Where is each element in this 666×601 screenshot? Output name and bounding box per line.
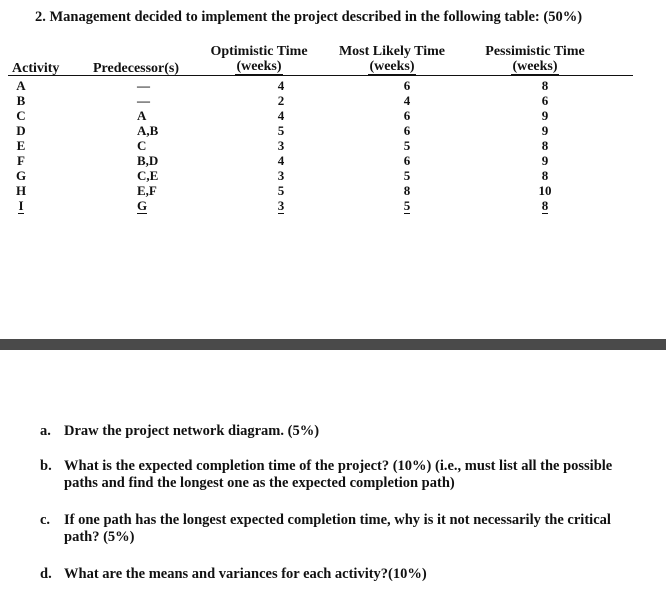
header-most-likely xyxy=(334,44,450,74)
cell-predecessor: E,F xyxy=(137,183,157,198)
header-most-likely-line1: Most Likely Time xyxy=(338,44,446,59)
cell-optimistic: 2 xyxy=(277,93,285,108)
cell-optimistic: 5 xyxy=(277,123,285,138)
part-label: c. xyxy=(40,512,51,528)
header-most-likely-line2: (weeks) xyxy=(369,59,415,74)
table-row xyxy=(0,78,666,93)
header-optimistic xyxy=(206,44,312,74)
table-row xyxy=(0,93,666,108)
cell-predecessor: A xyxy=(137,108,147,123)
cell-predecessor: B,D xyxy=(137,153,159,168)
header-pessimistic-line1: Pessimistic Time xyxy=(485,44,585,59)
cell-optimistic: 3 xyxy=(277,198,285,213)
table-row xyxy=(0,108,666,123)
cell-optimistic: 5 xyxy=(277,183,285,198)
cell-optimistic: 4 xyxy=(277,153,285,168)
cell-pessimistic: 9 xyxy=(541,108,549,123)
table-header-rule xyxy=(8,75,633,76)
table-row xyxy=(0,168,666,183)
header-activity: Activity xyxy=(12,61,60,76)
header-pessimistic-line2: (weeks) xyxy=(512,59,558,74)
cell-predecessor: — xyxy=(137,78,150,93)
part-label: a. xyxy=(40,423,51,439)
header-optimistic-line1: Optimistic Time xyxy=(210,44,308,59)
cell-activity: F xyxy=(17,153,25,168)
cell-activity: D xyxy=(16,123,26,138)
cell-most-likely: 6 xyxy=(403,108,411,123)
cell-predecessor: G xyxy=(137,198,148,213)
cell-optimistic: 4 xyxy=(277,108,285,123)
cell-activity: B xyxy=(16,93,26,108)
cell-pessimistic: 8 xyxy=(541,138,549,153)
section-divider xyxy=(0,339,666,350)
cell-most-likely: 6 xyxy=(403,123,411,138)
cell-pessimistic: 9 xyxy=(541,153,549,168)
header-pessimistic xyxy=(480,44,590,74)
part-text: If one path has the longest expected completion time, why is it not necessarily the critical path? (5%) xyxy=(64,512,611,545)
cell-most-likely: 4 xyxy=(403,93,411,108)
part-text: What is the expected completion time of the project? (10%) (i.e., must list all the possible paths and find the longest one as the expected completion path) xyxy=(64,458,613,491)
cell-pessimistic: 8 xyxy=(541,198,549,213)
cell-activity: H xyxy=(15,183,27,198)
cell-activity: I xyxy=(18,198,24,213)
table-row xyxy=(0,198,666,213)
cell-predecessor: C,E xyxy=(137,168,159,183)
cell-predecessor: — xyxy=(137,93,150,108)
part-text: What are the means and variances for each activity?(10%) xyxy=(64,566,427,582)
cell-activity: G xyxy=(15,168,27,183)
table-row xyxy=(0,183,666,198)
cell-most-likely: 8 xyxy=(403,183,411,198)
cell-activity: A xyxy=(16,78,26,93)
cell-optimistic: 3 xyxy=(277,138,285,153)
header-predecessor: Predecessor(s) xyxy=(93,61,180,76)
table-row xyxy=(0,123,666,138)
cell-most-likely: 5 xyxy=(403,198,411,213)
question-title: 2. Management decided to implement the project described in the following table: (50%) xyxy=(35,9,583,25)
cell-most-likely: 5 xyxy=(403,138,411,153)
part-text: Draw the project network diagram. (5%) xyxy=(64,423,320,439)
cell-activity: E xyxy=(16,138,26,153)
part-label: b. xyxy=(40,458,52,474)
cell-activity: C xyxy=(16,108,26,123)
cell-pessimistic: 9 xyxy=(541,123,549,138)
cell-pessimistic: 8 xyxy=(541,78,549,93)
cell-predecessor: C xyxy=(137,138,147,153)
cell-predecessor: A,B xyxy=(137,123,159,138)
cell-most-likely: 6 xyxy=(403,153,411,168)
table-row xyxy=(0,138,666,153)
cell-pessimistic: 10 xyxy=(538,183,552,198)
cell-most-likely: 5 xyxy=(403,168,411,183)
header-optimistic-line2: (weeks) xyxy=(236,59,282,74)
cell-most-likely: 6 xyxy=(403,78,411,93)
cell-optimistic: 4 xyxy=(277,78,285,93)
cell-pessimistic: 6 xyxy=(541,93,549,108)
table-row xyxy=(0,153,666,168)
part-label: d. xyxy=(40,566,52,582)
cell-optimistic: 3 xyxy=(277,168,285,183)
cell-pessimistic: 8 xyxy=(541,168,549,183)
